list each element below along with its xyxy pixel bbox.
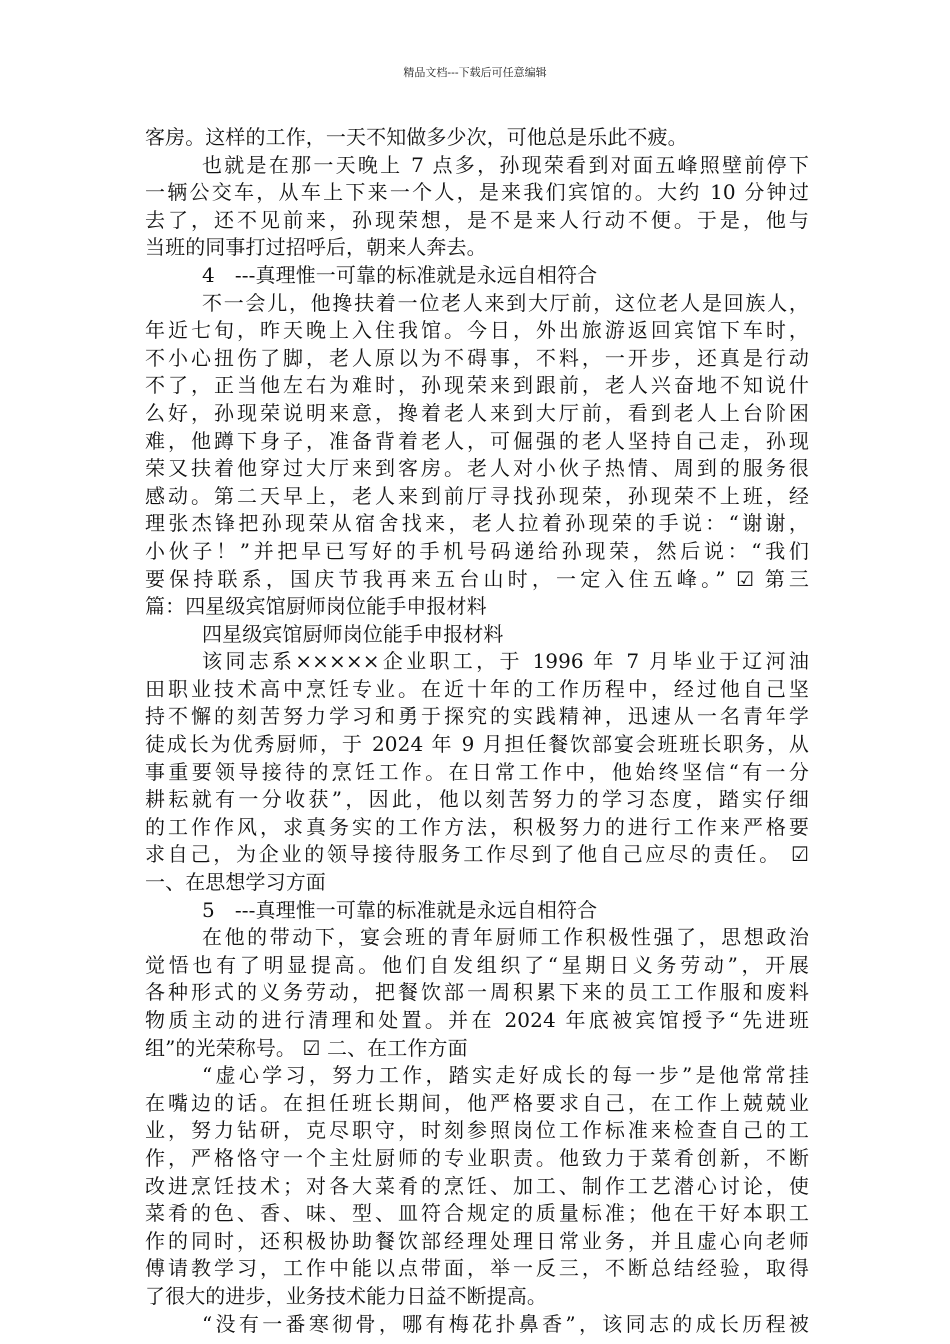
text-line: 徒成长为优秀厨师，于 2024 年 9 月担任餐饮部宴会班班长职务，从 bbox=[145, 732, 809, 757]
text-line: 也就是在那一天晚上 7 点多，孙现荣看到对面五峰照壁前停下 bbox=[202, 152, 809, 177]
text-line: 理张杰锋把孙现荣从宿舍找来，老人拉着孙现荣的手说：“谢谢， bbox=[145, 511, 809, 536]
text-line: 了很大的进步，业务技术能力日益不断提高。 bbox=[145, 1283, 547, 1308]
text-line: 不一会儿，他搀扶着一位老人来到大厅前，这位老人是回族人， bbox=[202, 290, 809, 315]
text-line: 一、在思想学习方面 bbox=[145, 870, 326, 895]
text-line: 在他的带动下，宴会班的青年厨师工作积极性强了，思想政治 bbox=[202, 925, 809, 950]
text-line: 不了，正当他左右为难时，孙现荣来到跟前，老人兴奋地不知说什 bbox=[145, 373, 809, 398]
text-line: 业，努力钻研，克尽职守，时刻参照岗位工作标准来检查自己的工 bbox=[145, 1118, 809, 1143]
text-line: 去了，还不见前来，孙现荣想，是不是来人行动不便。于是，他与 bbox=[145, 207, 809, 232]
text-line: 持不懈的刻苦努力学习和勇于探究的实践精神，迅速从一名青年学 bbox=[145, 704, 809, 729]
text-line: 5 ---真理惟一可靠的标准就是永远自相符合 bbox=[202, 897, 598, 922]
text-line: 各种形式的义务劳动，把餐饮部一周积累下来的员工工作服和废料 bbox=[145, 980, 809, 1005]
text-line: 小伙子！”并把早已写好的手机号码递给孙现荣，然后说：“我们 bbox=[145, 538, 809, 563]
document-body bbox=[145, 124, 809, 1338]
text-line: 难，他蹲下身子，准备背着老人，可倔强的老人坚持自己走，孙现 bbox=[145, 428, 809, 453]
text-line: 感动。第二天早上，老人来到前厅寻找孙现荣，孙现荣不上班，经 bbox=[145, 483, 809, 508]
text-line: 荣又扶着他穿过大厅来到客房。老人对小伙子热情、周到的服务很 bbox=[145, 456, 809, 481]
text-line: 耕耘就有一分收获”，因此，他以刻苦努力的学习态度，踏实仔细 bbox=[145, 787, 809, 812]
text-line: 在嘴边的话。在担任班长期间，他严格要求自己，在工作上兢兢业 bbox=[145, 1090, 809, 1115]
text-line: 菜肴的色、香、味、型、皿符合规定的质量标准；他在干好本职工 bbox=[145, 1201, 809, 1226]
text-line: 不小心扭伤了脚，老人原以为不碍事，不料，一开步，还真是行动 bbox=[145, 345, 809, 370]
text-line: 作，严格恪守一个主灶厨师的专业职责。他致力于菜肴创新，不断 bbox=[145, 1145, 809, 1170]
text-line: 4 ---真理惟一可靠的标准就是永远自相符合 bbox=[202, 262, 598, 287]
text-line: 当班的同事打过招呼后，朝来人奔去。 bbox=[145, 235, 487, 260]
page-header: 精品文档---下载后可任意编辑 bbox=[403, 66, 547, 79]
text-line: 事重要领导接待的烹饪工作。在日常工作中，他始终坚信“有一分 bbox=[145, 759, 809, 784]
text-line: 该同志系×××××企业职工，于 1996 年 7 月毕业于辽河油 bbox=[202, 649, 809, 674]
text-line: “虚心学习，努力工作，踏实走好成长的每一步”是他常常挂 bbox=[202, 1063, 809, 1088]
text-line: 组”的光荣称号。 ☑ 二、在工作方面 bbox=[145, 1035, 468, 1060]
text-line: 一辆公交车，从车上下来一个人，是来我们宾馆的。大约 10 分钟过 bbox=[145, 180, 809, 205]
text-line: 四星级宾馆厨师岗位能手申报材料 bbox=[202, 621, 504, 646]
text-line: 么好，孙现荣说明来意，搀着老人来到大厅前，看到老人上台阶困 bbox=[145, 400, 809, 425]
text-line: 傅请教学习，工作中能以点带面，举一反三，不断总结经验，取得 bbox=[145, 1256, 809, 1281]
text-line: 田职业技术高中烹饪专业。在近十年的工作历程中，经过他自己坚 bbox=[145, 676, 809, 701]
text-line: 觉悟也有了明显提高。他们自发组织了“星期日义务劳动”，开展 bbox=[145, 952, 809, 977]
text-line: 客房。这样的工作，一天不知做多少次，可他总是乐此不疲。 bbox=[145, 125, 688, 149]
text-line: 物质主动的进行清理和处置。并在 2024 年底被宾馆授予“先进班 bbox=[145, 1008, 809, 1032]
text-line: 的工作作风，求真务实的工作方法，积极努力的进行工作来严格要 bbox=[145, 814, 809, 839]
text-line: 要保持联系，国庆节我再来五台山时，一定入住五峰。” ☑ 第三 bbox=[145, 566, 809, 591]
text-line: 作的同时，还积极协助餐饮部经理处理日常业务，并且虚心向老师 bbox=[145, 1228, 809, 1253]
text-line: 篇：四星级宾馆厨师岗位能手申报材料 bbox=[145, 594, 487, 619]
text-line: 年近七旬，昨天晚上入住我馆。今日，外出旅游返回宾馆下车时， bbox=[145, 318, 809, 343]
text-line: “没有一番寒彻骨，哪有梅花扑鼻香”，该同志的成长历程被 bbox=[202, 1311, 809, 1336]
text-line: 求自己，为企业的领导接待服务工作尽到了他自己应尽的责任。 ☑ bbox=[145, 842, 809, 867]
text-line: 改进烹饪技术；对各大菜肴的烹饪、加工、制作工艺潜心讨论，使 bbox=[145, 1173, 809, 1198]
